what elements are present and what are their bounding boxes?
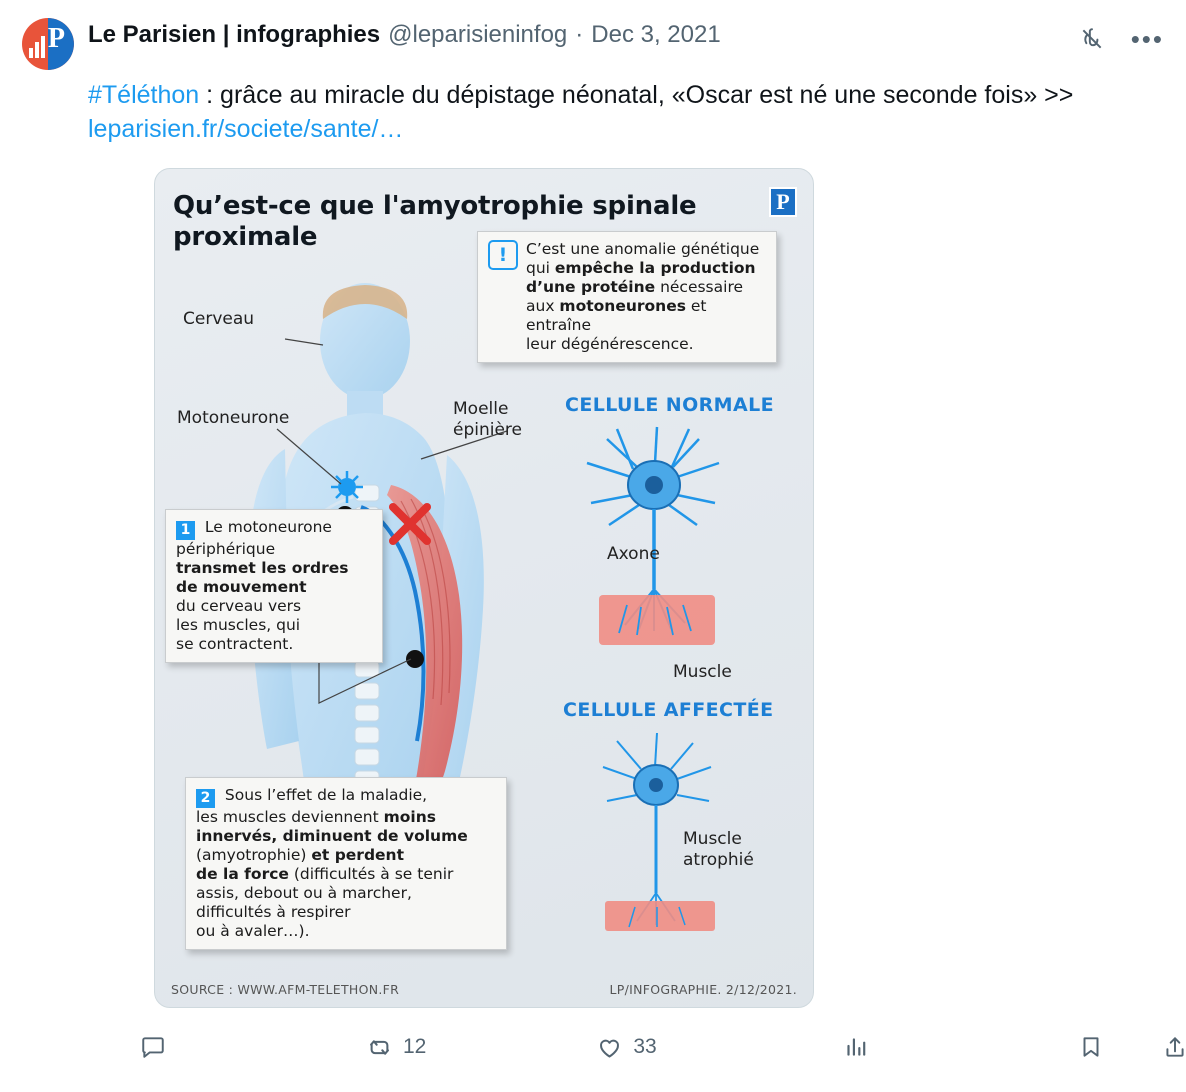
label-muscle-atrophie bbox=[683, 829, 754, 871]
tweet-date[interactable]: Dec 3, 2021 bbox=[591, 21, 721, 48]
views-button[interactable] bbox=[842, 1034, 878, 1060]
warning-line5: leur dégénérescence. bbox=[526, 335, 694, 353]
label-cerveau: Cerveau bbox=[183, 309, 255, 329]
hashtag-link[interactable]: #Téléthon bbox=[88, 81, 200, 109]
user-handle[interactable]: @leparisieninfog bbox=[388, 21, 568, 48]
label-moelle-epiniere bbox=[453, 399, 522, 441]
label-motoneurone: Motoneurone bbox=[177, 407, 290, 428]
avatar-bars-icon bbox=[29, 36, 45, 58]
analytics-icon bbox=[842, 1034, 868, 1060]
step2-line4: (amyotrophie) et perdent bbox=[196, 846, 404, 864]
section-title-cellule-normale: CELLULE NORMALE bbox=[565, 394, 774, 416]
retweet-icon bbox=[366, 1034, 393, 1061]
retweet-button[interactable] bbox=[366, 1034, 426, 1061]
step2-line6: assis, debout ou à marcher, bbox=[196, 884, 412, 902]
step1-line6: les muscles, qui bbox=[176, 616, 301, 634]
normal-cell-illustration bbox=[547, 419, 767, 659]
step-2-number: 2 bbox=[196, 789, 215, 808]
label-moelle-line2: épinière bbox=[453, 420, 523, 440]
warning-line4: aux motoneurones et entraîne bbox=[526, 297, 707, 334]
step1-line2: périphérique bbox=[176, 540, 276, 558]
separator-dot: · bbox=[575, 21, 584, 48]
tweet-media-infographic[interactable] bbox=[154, 168, 814, 1008]
bookmark-button[interactable] bbox=[1078, 1034, 1104, 1060]
reply-button[interactable] bbox=[140, 1034, 176, 1060]
tweet-text bbox=[88, 78, 1098, 146]
step2-line5: de la force (difficultés à se tenir bbox=[196, 865, 454, 883]
share-button[interactable] bbox=[1162, 1034, 1186, 1060]
like-count: 33 bbox=[633, 1035, 657, 1058]
section-title-cellule-affectee: CELLULE AFFECTÉE bbox=[563, 699, 774, 721]
step1-line3: transmet les ordres bbox=[176, 559, 349, 577]
label-muscle-atrophie-line1: Muscle bbox=[683, 829, 742, 849]
step2-line7: difficultés à respirer bbox=[196, 903, 351, 921]
tweet-body-text: : grâce au miracle du dépistage néonatal, «Oscar est né une seconde fois» >> bbox=[199, 81, 1074, 109]
external-link[interactable]: leparisien.fr/societe/sante/… bbox=[88, 115, 404, 143]
heart-icon bbox=[596, 1034, 623, 1061]
label-axone: Axone bbox=[607, 544, 660, 564]
not-interested-icon[interactable] bbox=[1079, 26, 1105, 52]
step2-line8: ou à avaler…). bbox=[196, 922, 310, 940]
le-parisien-logo-icon: P bbox=[769, 187, 797, 217]
avatar-letter: P bbox=[47, 23, 65, 54]
callout-warning-text bbox=[526, 240, 766, 354]
step1-line5: du cerveau vers bbox=[176, 597, 302, 615]
step1-line1: 1 Le motoneurone bbox=[176, 518, 372, 540]
callout-step-2 bbox=[185, 777, 507, 950]
display-name[interactable]: Le Parisien | infographies bbox=[88, 21, 381, 48]
retweet-count: 12 bbox=[403, 1035, 427, 1058]
header-icons bbox=[1079, 26, 1164, 52]
label-muscle-atrophie-line2: atrophié bbox=[683, 850, 754, 870]
callout-step-1 bbox=[165, 509, 383, 663]
infographic-title: Qu’est-ce que l'amyotrophie spinale proximale bbox=[173, 191, 697, 252]
infographic-source: SOURCE : WWW.AFM-TELETHON.FR bbox=[171, 982, 400, 997]
callout-warning bbox=[477, 231, 777, 363]
warning-line3: d’une protéine nécessaire bbox=[526, 278, 744, 296]
step2-line1: 2 Sous l’effet de la maladie, bbox=[196, 786, 496, 808]
tweet-header bbox=[22, 18, 1164, 70]
avatar[interactable] bbox=[22, 18, 74, 70]
like-button[interactable] bbox=[596, 1034, 656, 1061]
name-row bbox=[88, 20, 1164, 54]
warning-line2: qui empêche la production bbox=[526, 259, 756, 277]
step-1-number: 1 bbox=[176, 521, 195, 540]
infographic-credit: LP/INFOGRAPHIE. 2/12/2021. bbox=[609, 982, 797, 997]
step2-line2: les muscles deviennent moins bbox=[196, 808, 436, 826]
warning-icon: ! bbox=[488, 240, 518, 270]
bookmark-icon bbox=[1078, 1034, 1104, 1060]
reply-icon bbox=[140, 1034, 166, 1060]
header-text bbox=[88, 18, 1164, 54]
tweet-actions bbox=[22, 1024, 1164, 1070]
step1-line4: de mouvement bbox=[176, 578, 307, 596]
share-icon bbox=[1162, 1034, 1186, 1060]
label-muscle: Muscle bbox=[673, 662, 732, 682]
step2-line3: innervés, diminuent de volume bbox=[196, 827, 468, 845]
label-moelle-line1: Moelle bbox=[453, 399, 509, 419]
step1-line7: se contractent. bbox=[176, 635, 294, 653]
warning-line1: C’est une anomalie génétique bbox=[526, 240, 760, 258]
more-options-icon[interactable]: ••• bbox=[1130, 24, 1164, 54]
